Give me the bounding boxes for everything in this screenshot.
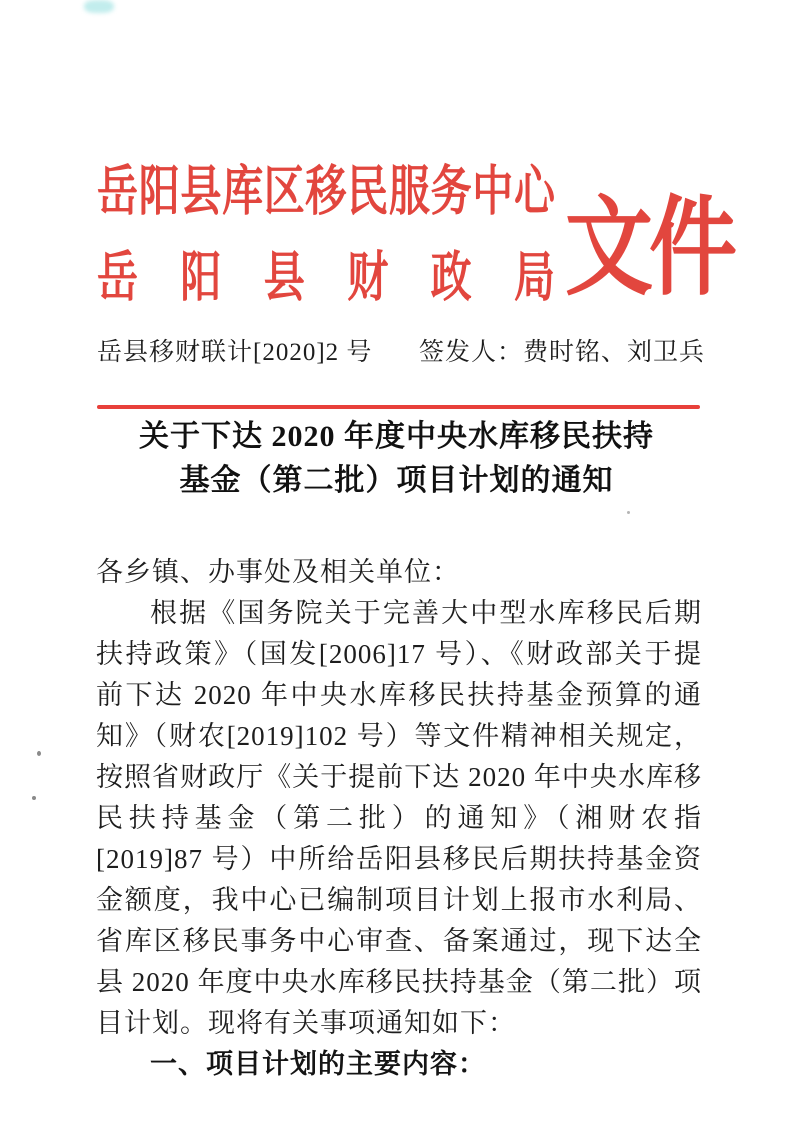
letterhead-org-names [97, 148, 555, 320]
body-paragraph: 根据《国务院关于完善大中型水库移民后期扶持政策》（国发[2006]17 号）、《财政部关于提前下达 2020 年中央水库移民扶持基金预算的通知》（财农[2019]102 号）等文件精神相关规定，按照省财政厅《关于提前下达 2020 年中央水库移民扶持基金（第二批）的通知》（湘财农指[2019]87 号）中所给岳阳县移民后期扶持基金资金额度，我中心已编制项目计划上报市水利局、省库区移民事务中心审查、备案通过，现下达全县 2020 年度中央水库移民扶持基金（第二批）项目计划。现将有关事项通知如下： [96, 598, 702, 1038]
section-heading: 一、项目计划的主要内容： [150, 1049, 486, 1079]
scan-speck [32, 796, 36, 800]
scan-smudge [84, 0, 114, 13]
document-title-line1: 关于下达 2020 年度中央水库移民扶持 [139, 420, 654, 453]
scan-speck [627, 511, 630, 514]
salutation: 各乡镇、办事处及相关单位： [96, 557, 460, 587]
red-divider-rule [97, 405, 700, 409]
signer-label: 签发人：费时铭、刘卫兵 [418, 339, 705, 366]
reference-row [97, 332, 705, 368]
org-name-line1: 岳阳县库区移民服务中心 [97, 160, 555, 222]
document-title-line2: 基金（第二批）项目计划的通知 [179, 464, 614, 497]
org-name-line2: 岳阳县财政局 [97, 246, 555, 308]
scan-speck [37, 751, 41, 756]
doc-type-label: 文件 [564, 190, 733, 309]
document-title [0, 415, 793, 503]
doc-number: 岳县移财联计[2020]2 号 [97, 339, 373, 366]
document-body [96, 552, 702, 1085]
